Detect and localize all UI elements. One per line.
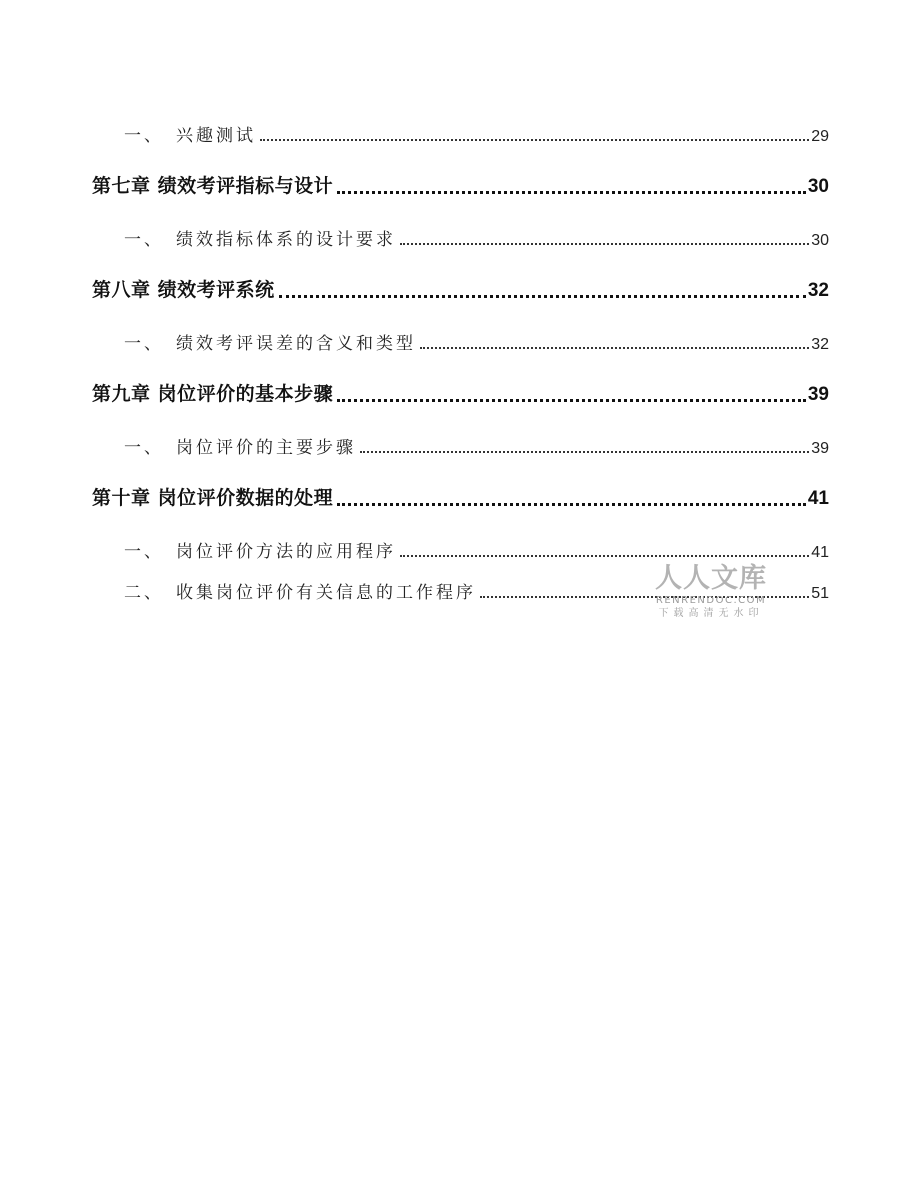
toc-chapter-page: 32 [807, 280, 829, 301]
dot-leader [337, 503, 806, 506]
toc-chapter-title: 第七章 绩效考评指标与设计 [92, 175, 334, 197]
toc-entry-page: 32 [811, 336, 829, 353]
dot-leader [337, 191, 806, 194]
watermark-domain: RENRENDOC.COM [655, 595, 767, 606]
toc-chapter-8[interactable] [92, 251, 829, 303]
toc-entry-title: 绩效考评误差的含义和类型 [176, 334, 416, 354]
toc-entry-number: 一、 [124, 230, 164, 250]
toc-entry-label [124, 433, 356, 459]
dot-leader [337, 399, 806, 402]
toc-entry-page: 29 [811, 128, 829, 145]
toc-entry-title: 收集岗位评价有关信息的工作程序 [176, 583, 476, 603]
toc-entry-label [124, 225, 396, 251]
toc-entry-info-collection[interactable] [92, 563, 829, 604]
toc-entry-label [124, 537, 396, 563]
toc-chapter-title: 第十章 岗位评价数据的处理 [92, 487, 334, 509]
toc-entry-number: 一、 [124, 334, 164, 354]
toc-chapter-9[interactable] [92, 355, 829, 407]
toc-entry-label [124, 329, 416, 355]
table-of-contents [92, 120, 829, 604]
toc-chapter-title: 第八章 绩效考评系统 [92, 279, 275, 301]
dot-leader [420, 347, 809, 349]
toc-entry-title: 岗位评价的主要步骤 [176, 438, 356, 458]
toc-entry-number: 一、 [124, 126, 164, 146]
toc-chapter-page: 30 [807, 176, 829, 197]
toc-entry-number: 一、 [124, 438, 164, 458]
toc-chapter-10[interactable] [92, 459, 829, 511]
dot-leader [279, 295, 806, 298]
toc-entry-number: 一、 [124, 542, 164, 562]
toc-chapter-page: 39 [807, 384, 829, 405]
toc-entry-page: 39 [811, 440, 829, 457]
toc-entry-evaluation-steps[interactable] [92, 407, 829, 459]
toc-entry-title: 兴趣测试 [176, 126, 256, 146]
toc-entry-kpi-design[interactable] [92, 199, 829, 251]
dot-leader [360, 451, 809, 453]
toc-entry-label [124, 121, 256, 147]
toc-entry-appraisal-errors[interactable] [92, 303, 829, 355]
dot-leader [260, 139, 809, 141]
dot-leader [400, 243, 809, 245]
toc-entry-title: 岗位评价方法的应用程序 [176, 542, 396, 562]
toc-chapter-page: 41 [807, 488, 829, 509]
toc-chapter-title: 第九章 岗位评价的基本步骤 [92, 383, 334, 405]
dot-leader [480, 596, 809, 598]
toc-entry-interest-test[interactable] [92, 120, 829, 147]
toc-entry-number: 二、 [124, 583, 164, 603]
toc-entry-page: 41 [811, 544, 829, 561]
toc-chapter-7[interactable] [92, 147, 829, 199]
toc-entry-label [124, 578, 476, 604]
watermark-title: 人人文库 [655, 563, 767, 594]
dot-leader [400, 555, 809, 557]
toc-entry-page: 30 [811, 232, 829, 249]
toc-entry-title: 绩效指标体系的设计要求 [176, 230, 396, 250]
watermark-slogan: 下载高清无水印 [658, 608, 764, 619]
toc-entry-method-procedure[interactable] [92, 511, 829, 563]
toc-entry-page: 51 [811, 585, 829, 602]
